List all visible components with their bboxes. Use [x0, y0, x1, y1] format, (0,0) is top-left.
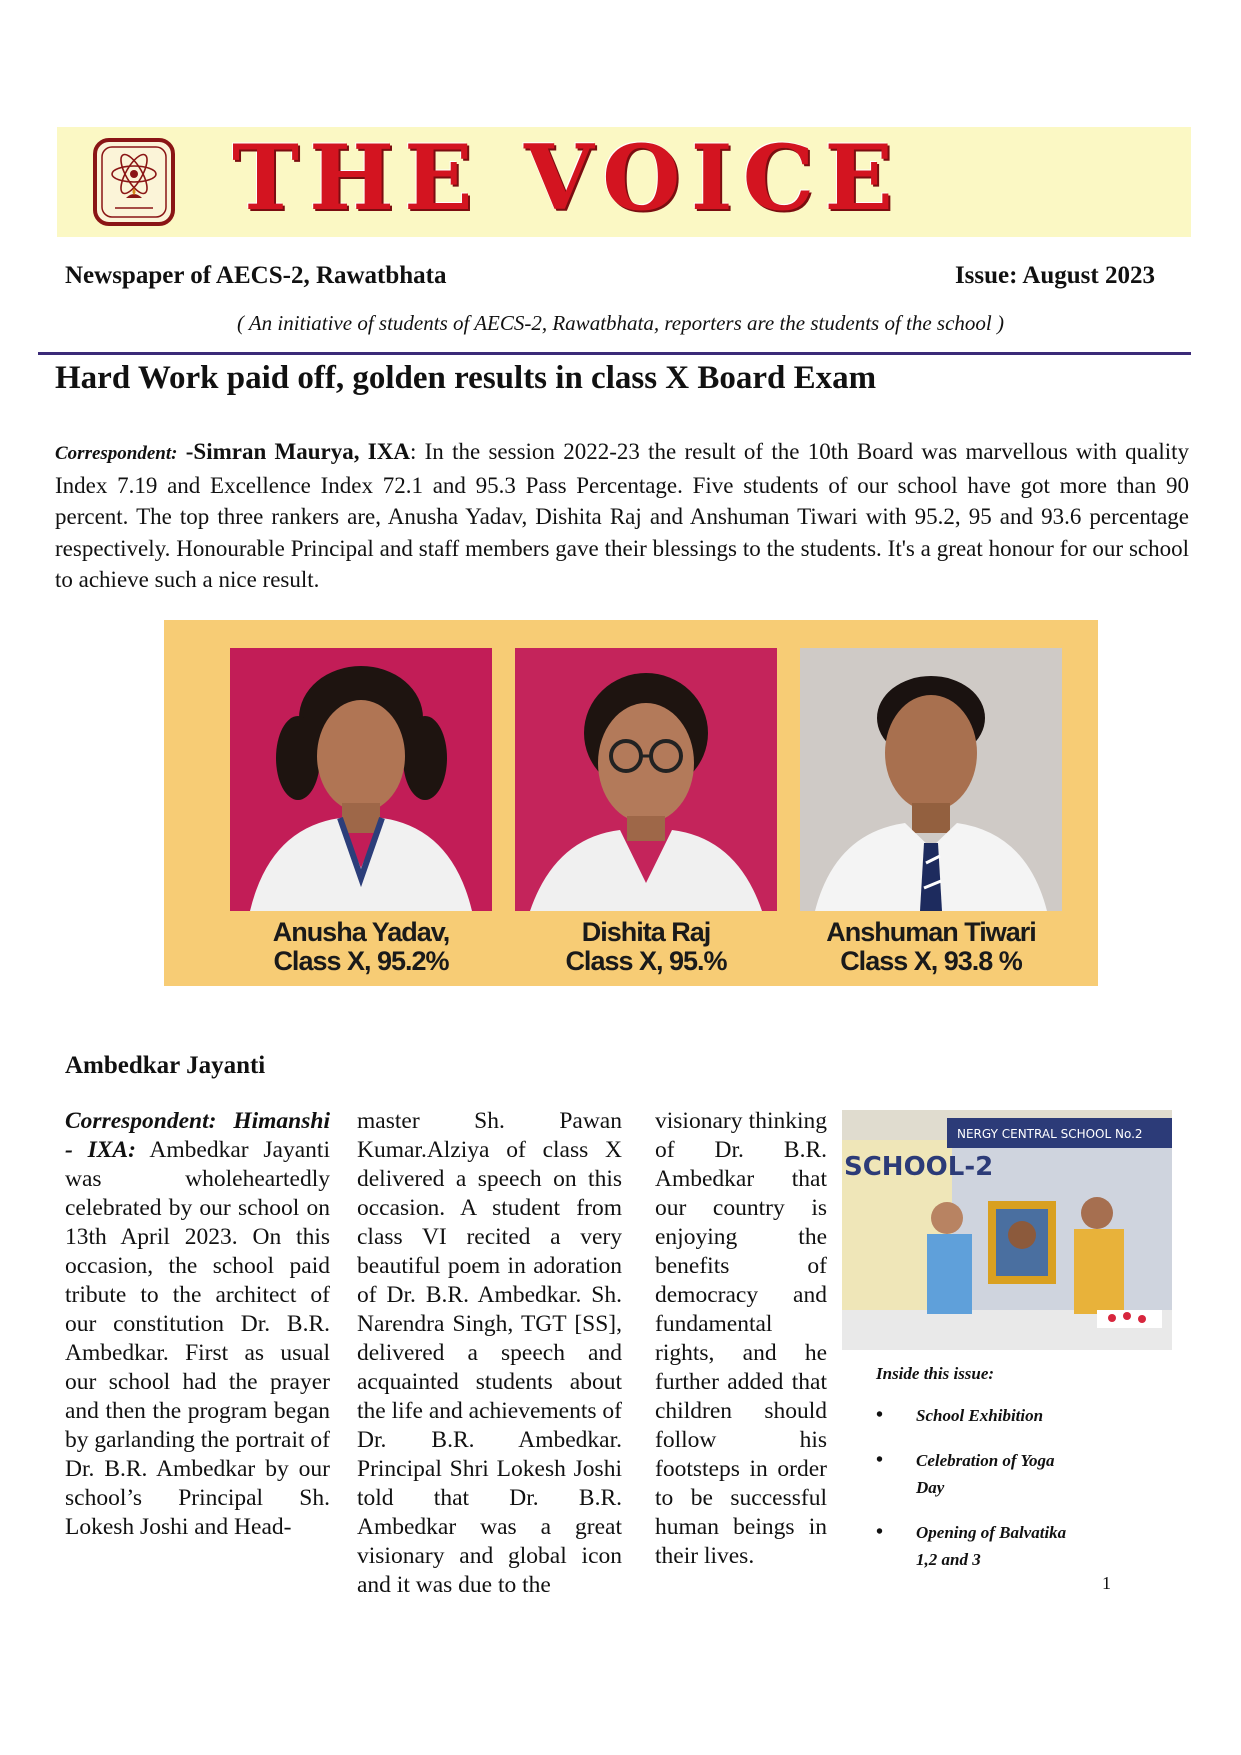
page-number: 1 [1102, 1573, 1111, 1593]
article-text: : In the session 2022-23 the result of the 10th Board was marvellous with quality Index 7.19 and Excellence Index 72.1 and 95.3 Pass Percentage. Five students of our school have got more than 90 percent. The top three rankers are, Anusha Yadav, Dishita Raj and Anshuman Tiwari with 95.2, 95 and 93.6 percentage respectively. Honourable Principal and staff members gave their blessings to the students. It's a great honour for our school to achieve such a nice result. [55, 439, 1189, 592]
newspaper-title: THE VOICE [232, 125, 903, 231]
article-headline: Hard Work paid off, golden results in class X Board Exam [55, 360, 877, 396]
inside-issue-item: • School Exhibition [876, 1402, 1196, 1429]
photo-sign-top: NERGY CENTRAL SCHOOL No.2 [957, 1127, 1143, 1141]
topper-caption-3 [786, 918, 1076, 976]
topper-caption-1 [216, 918, 506, 976]
column-text: master Sh. Pawan Kumar.Alziya of class X delivered a speech on this occasion. A student from class VI recited a very beautiful poem in adoration of Dr. B.R. Ambedkar. Sh. Narendra Singh, TGT [SS], delivered a speech and acquainted students about the life and achievements of Dr. B.R. Ambedkar. Principal Shri Lokesh Joshi told that Dr. B.R. Ambedkar was a great visionary and global icon and it was due to the [357, 1108, 622, 1598]
tagline: ( An initiative of students of AECS-2, Rawatbhata, reporters are the students of the school ) [236, 311, 1005, 335]
topper-photo-1 [230, 648, 492, 911]
article-column-2 [357, 1107, 622, 1600]
newspaper-name: Newspaper of AECS-2, Rawatbhata [65, 262, 447, 289]
correspondent-label: Correspondent: [55, 443, 178, 464]
article-column-3 [655, 1107, 827, 1571]
topper-photo-3 [800, 648, 1062, 911]
topper-detail: Class X, 95.2% [273, 946, 449, 976]
issue-date: Issue: August 2023 [954, 262, 1155, 289]
article-column-1 [65, 1107, 330, 1542]
inside-issue-list [876, 1402, 1196, 1573]
ambedkar-jayanti-photo [842, 1110, 1172, 1350]
topper-name: Anshuman Tiwari [826, 917, 1036, 947]
topper-photo-2 [515, 648, 777, 911]
correspondent-name: -Simran Maurya, IXA [177, 439, 410, 464]
column-text: Ambedkar Jayanti was wholeheartedly celebrated by our school on 13th April 2023. On this occasion, the school paid tribute to the architect of our constitution Dr. B.R. Ambedkar. First as usual our school had the prayer and then the program began by garlanding the portrait of Dr. B.R. Ambedkar by our school’s Principal Sh. Lokesh Joshi and Head- [65, 1137, 330, 1540]
divider-rule [38, 352, 1191, 355]
photo-sign: SCHOOL-2 [844, 1152, 994, 1182]
article-body [55, 436, 1189, 596]
inside-issue-item: • Opening of Balvatika 1,2 and 3 [876, 1519, 1076, 1573]
inside-issue-item: • Celebration of Yoga Day [876, 1447, 1076, 1501]
topper-detail: Class X, 95.% [565, 946, 727, 976]
correspondent-label: Correspondent: Himanshi - IXA: [65, 1108, 330, 1163]
toppers-photo-collage [164, 620, 1098, 986]
inside-issue-title: Inside this issue: [876, 1364, 995, 1383]
inside-this-issue-box [876, 1364, 1196, 1591]
section-heading: Ambedkar Jayanti [65, 1052, 266, 1079]
topper-name: Anusha Yadav, [272, 917, 450, 947]
topper-caption-2 [501, 918, 791, 976]
column-text: visionary thinking of Dr. B.R. Ambedkar that our country is enjoying the benefits of democracy and fundamental rights, and he further added that children should follow his footsteps in order to be successful human beings in their lives. [655, 1108, 827, 1569]
topper-name: Dishita Raj [581, 917, 711, 947]
topper-detail: Class X, 93.8 % [840, 946, 1022, 976]
school-emblem-icon [93, 138, 175, 226]
